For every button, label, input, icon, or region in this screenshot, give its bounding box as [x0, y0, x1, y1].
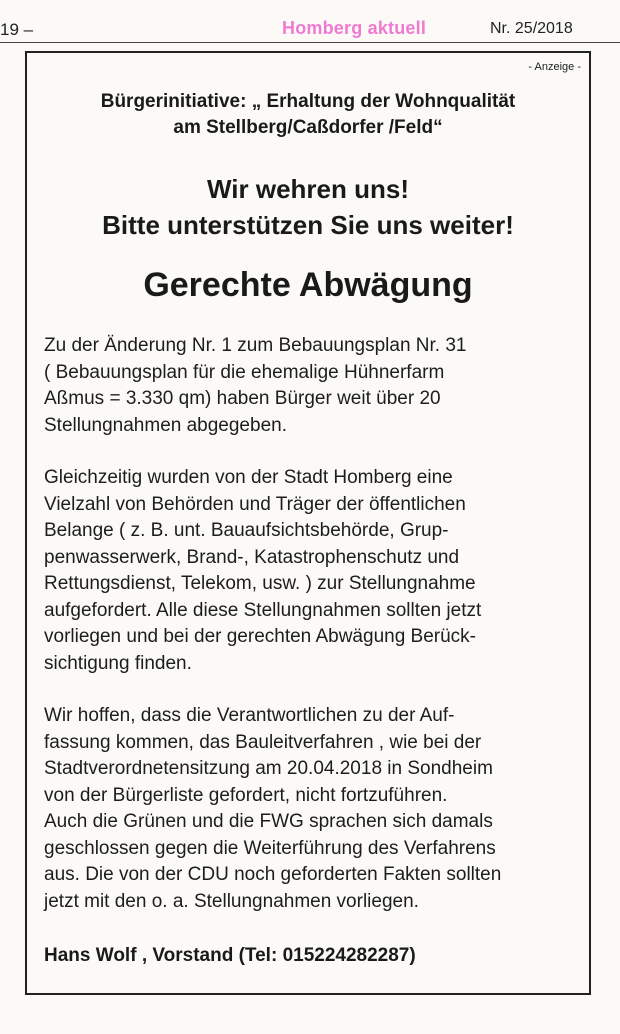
text-line: Belange ( z. B. unt. Bauaufsichtsbehörde, Grup-	[44, 520, 449, 541]
initiative-line: am Stellberg/Caßdorfer /Feld“	[173, 117, 443, 138]
text-line: penwasserwerk, Brand-, Katastrophenschutz und	[44, 546, 460, 568]
signature-contact: Hans Wolf , Vorstand (Tel: 015224282287)	[44, 945, 416, 966]
text-line: Auch die Grünen und die FWG sprachen sich damals	[44, 811, 493, 832]
page-number: 19 –	[0, 20, 34, 39]
text-line: jetzt mit den o. a. Stellungnahmen vorliegen.	[44, 890, 419, 912]
header-divider	[0, 42, 620, 43]
issue-number: Nr. 25/2018	[490, 20, 573, 37]
text-line: Zu der Änderung Nr. 1 zum Bebauungsplan Nr. 31	[44, 335, 467, 356]
text-line: ( Bebauungsplan für die ehemalige Hühnerfarm	[44, 361, 445, 383]
publication-title: Homberg aktuell	[282, 18, 427, 38]
slogan-line: Wir wehren uns!	[206, 174, 409, 204]
text-line: von der Bürgerliste gefordert, nicht fortzuführen.	[44, 784, 448, 806]
body-text	[44, 333, 584, 941]
slogan	[27, 171, 589, 243]
text-line: vorliegen und bei der gerechten Abwägung Berück-	[44, 626, 477, 647]
headline: Gerechte Abwägung	[143, 266, 473, 304]
text-line: Stellungnahmen abgegeben.	[44, 414, 287, 436]
paragraph-3	[44, 703, 584, 915]
text-line: fassung kommen, das Bauleitverfahren , wie bei der	[44, 731, 482, 753]
advertisement-label: - Anzeige -	[528, 61, 581, 73]
text-line: sichtigung finden.	[44, 652, 192, 674]
text-line: aufgefordert. Alle diese Stellungnahmen sollten jetzt	[44, 599, 482, 621]
text-line: aus. Die von der CDU noch geforderten Fakten sollten	[44, 864, 502, 885]
text-line: Wir hoffen, dass die Verantwortlichen zu der Auf-	[44, 705, 455, 726]
initiative-title	[27, 89, 589, 141]
initiative-line: Bürgerinitiative: „ Erhaltung der Wohnqualität	[100, 91, 516, 112]
text-line: Gleichzeitig wurden von der Stadt Homberg eine	[44, 467, 453, 488]
text-line: Vielzahl von Behörden und Träger der öffentlichen	[44, 493, 466, 515]
advertisement-box	[25, 51, 591, 995]
paragraph-1	[44, 333, 584, 439]
text-line: Stadtverordnetensitzung am 20.04.2018 in Sondheim	[44, 758, 493, 779]
slogan-line: Bitte unterstützen Sie uns weiter!	[102, 210, 514, 240]
paragraph-2	[44, 465, 584, 677]
text-line: geschlossen gegen die Weiterführung des Verfahrens	[44, 837, 496, 859]
text-line: Rettungsdienst, Telekom, usw. ) zur Stellungnahme	[44, 573, 476, 594]
page-header	[0, 0, 620, 44]
text-line: Aßmus = 3.330 qm) haben Bürger weit über 20	[44, 388, 441, 409]
